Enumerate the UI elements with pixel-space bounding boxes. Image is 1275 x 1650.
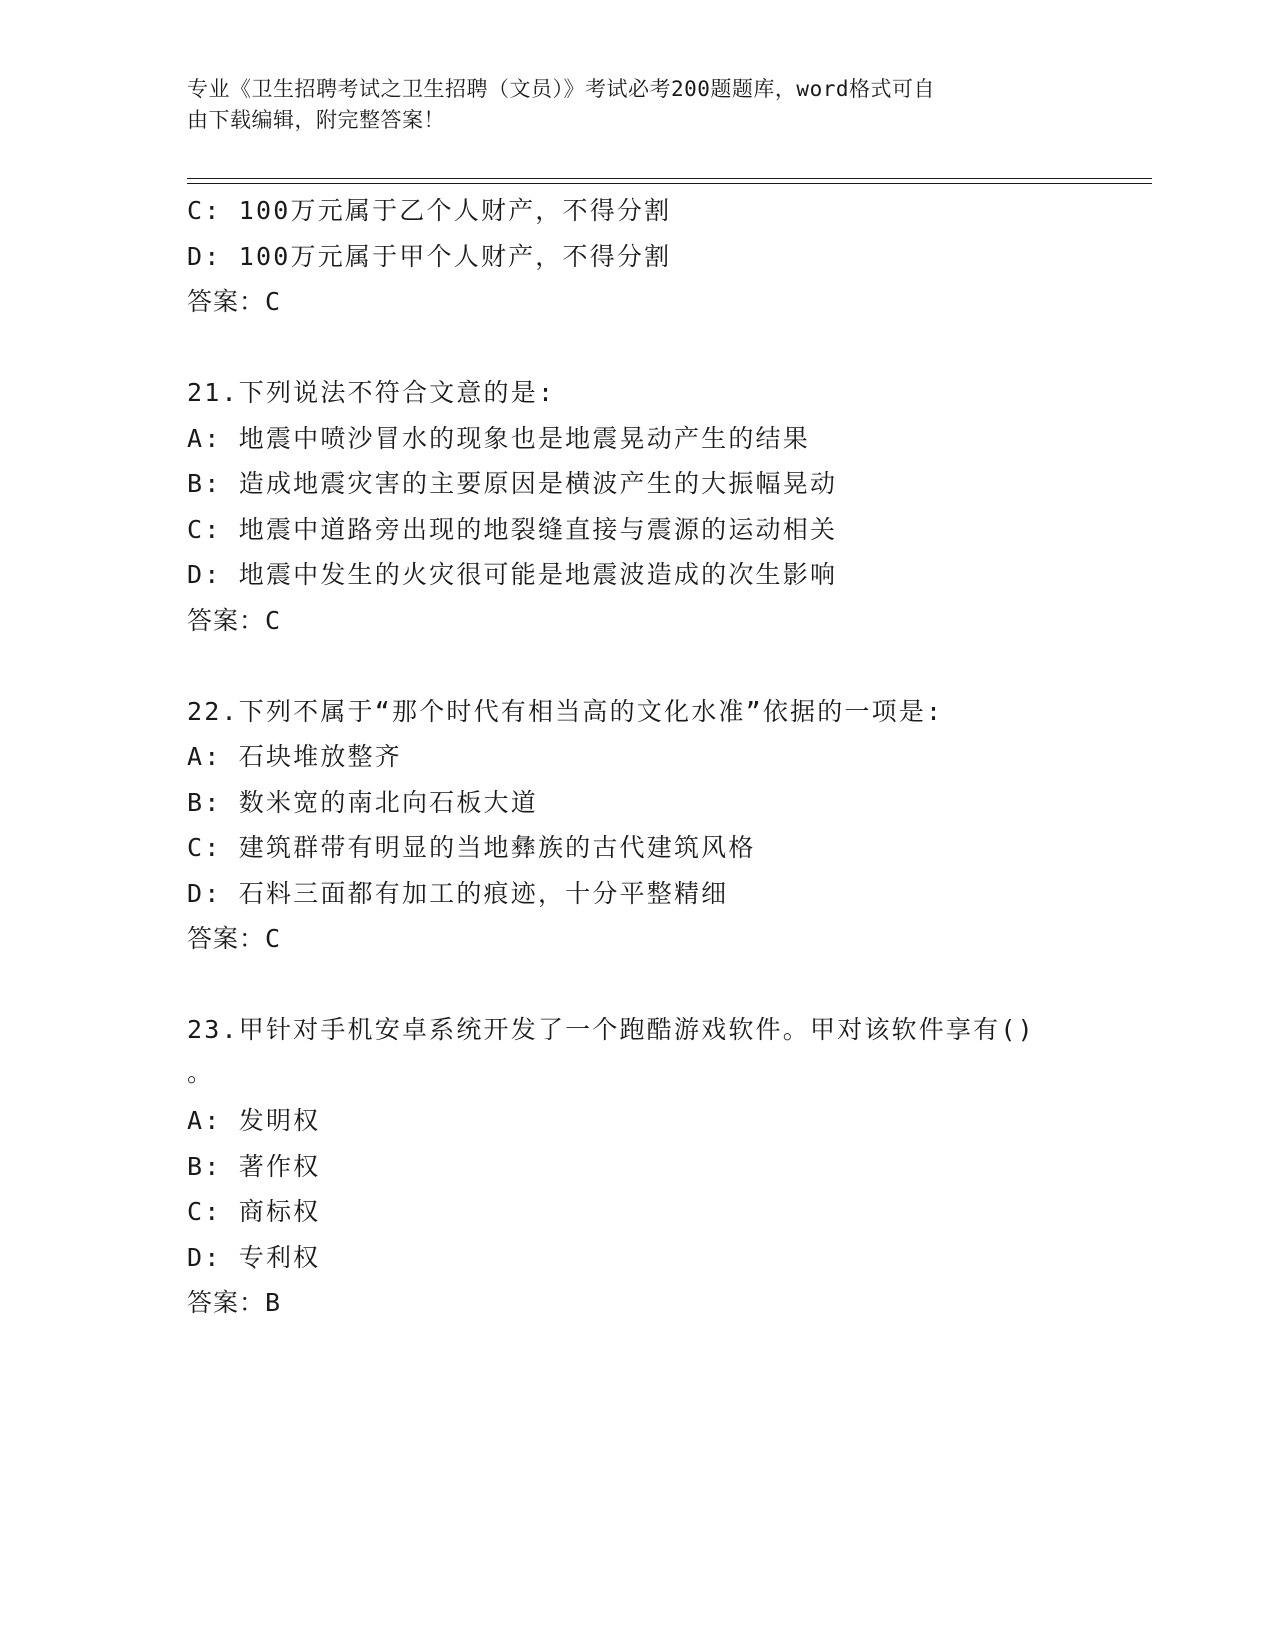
option-b: B: 数米宽的南北向石板大道 xyxy=(187,787,538,817)
answer-line xyxy=(187,1280,1087,1326)
option-a: A: 石块堆放整齐 xyxy=(187,742,402,771)
option-c: C: 100万元属于乙个人财产，不得分割 xyxy=(187,196,672,225)
answer-value: C xyxy=(265,287,282,316)
question-21 xyxy=(187,370,1087,644)
answer-value: C xyxy=(265,605,282,635)
header-line-2: 由下载编辑，附完整答案！ xyxy=(187,108,445,132)
question-stem: 22.下列不属于“那个时代有相当高的文化水准”依据的一项是: xyxy=(187,696,944,726)
option-c: C: 地震中道路旁出现的地裂缝直接与震源的运动相关 xyxy=(187,514,838,544)
option-a: A: 发明权 xyxy=(187,1106,321,1135)
answer-line xyxy=(187,279,1087,325)
option-a: A: 地震中喷沙冒水的现象也是地震晃动产生的结果 xyxy=(187,423,810,453)
answer-label: 答案： xyxy=(187,1288,266,1317)
answer-label: 答案： xyxy=(187,605,266,635)
header-rule-bottom xyxy=(187,183,1152,184)
option-d: D: 石料三面都有加工的痕迹，十分平整精细 xyxy=(187,878,729,908)
question-stem-continuation: 。 xyxy=(187,1057,213,1087)
option-b: B: 造成地震灾害的主要原因是横波产生的大振幅晃动 xyxy=(187,469,838,498)
answer-label: 答案： xyxy=(187,924,266,953)
question-stem: 23.甲针对手机安卓系统开发了一个跑酷游戏软件。甲对该软件享有() xyxy=(187,1015,1035,1044)
option-d: D: 100万元属于甲个人财产，不得分割 xyxy=(187,241,672,271)
question-22 xyxy=(187,689,1087,963)
question-23 xyxy=(187,1007,1087,1326)
option-d: D: 专利权 xyxy=(187,1242,321,1272)
option-b: B: 著作权 xyxy=(187,1151,321,1181)
previous-question-tail xyxy=(187,188,1087,325)
answer-value: B xyxy=(265,1288,282,1317)
header-rule-top xyxy=(187,178,1152,179)
header-line-1: 专业《卫生招聘考试之卫生招聘（文员）》考试必考200题题库，word格式可自 xyxy=(187,77,935,101)
answer-line xyxy=(187,598,1087,644)
answer-value: C xyxy=(265,924,282,953)
document-header xyxy=(187,74,1067,136)
answer-label: 答案： xyxy=(187,287,266,316)
answer-line xyxy=(187,916,1087,962)
question-stem: 21.下列说法不符合文意的是: xyxy=(187,378,556,407)
option-c: C: 建筑群带有明显的当地彝族的古代建筑风格 xyxy=(187,833,756,862)
option-d: D: 地震中发生的火灾很可能是地震波造成的次生影响 xyxy=(187,560,838,589)
option-c: C: 商标权 xyxy=(187,1197,321,1226)
document-content xyxy=(187,188,1087,1326)
